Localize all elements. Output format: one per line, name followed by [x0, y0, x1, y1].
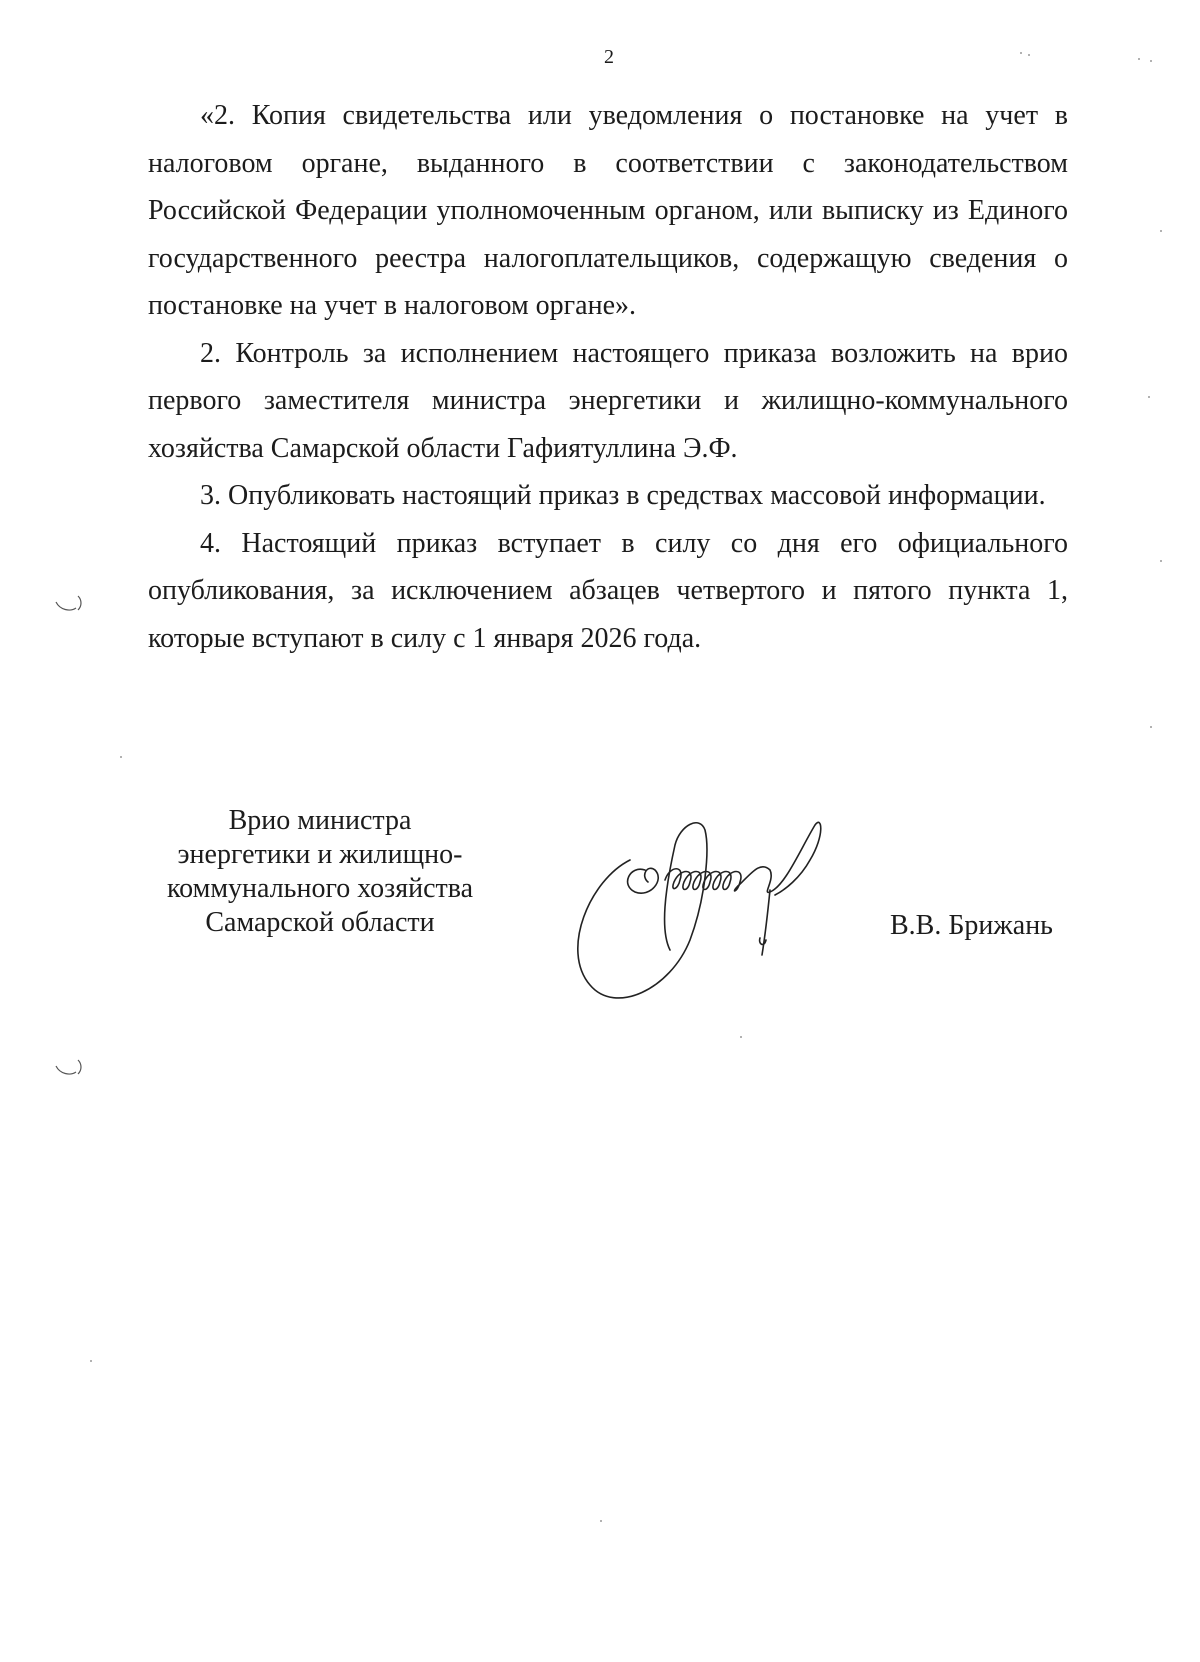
punch-hole-icon: [52, 588, 92, 618]
position-line: Самарской области: [205, 907, 435, 938]
scan-speck: [1160, 230, 1162, 232]
handwritten-signature: [570, 820, 890, 1010]
position-line: Врио министра: [228, 805, 412, 836]
scan-speck: [1148, 396, 1150, 398]
scan-speck: [1160, 560, 1162, 562]
punch-hole-icon: [52, 1052, 92, 1082]
paragraph-publication: 3. Опубликовать настоящий приказ в средствах массовой информации.: [200, 480, 1046, 511]
document-body: [148, 92, 1068, 662]
signatory-position: [150, 804, 490, 940]
scan-speck: [740, 1036, 742, 1038]
scan-speck: [1150, 60, 1152, 62]
page-number: 2: [604, 46, 614, 68]
scan-speck: [90, 1360, 92, 1362]
position-line: энергетики и жилищно-: [177, 839, 463, 870]
signer-name: В.В. Брижань: [890, 910, 1053, 941]
paragraph-control: 2. Контроль за исполнением настоящего приказа возложить на врио первого заместителя министра энергетики и жилищно-коммунального хозяйства Самарской области Гафиятуллина Э.Ф.: [148, 337, 1068, 464]
position-line: коммунального хозяйства: [166, 873, 474, 904]
scan-speck: [1138, 58, 1140, 60]
scan-speck: [1028, 54, 1030, 56]
paragraph-effective-date: 4. Настоящий приказ вступает в силу со дня его официального опубликования, за исключением абзацев четвертого и пятого пункта 1, которые вступают в силу с 1 января 2026 года.: [148, 527, 1068, 654]
scan-speck: [600, 1520, 602, 1522]
scan-speck: [1020, 52, 1022, 54]
paragraph-amendment-text: «2. Копия свидетельства или уведомления о постановке на учет в налоговом органе, выданного в соответствии с законодательством Российской Федерации уполномоченным органом, или выписку из Единого государственного реестра налогоплательщиков, содержащую сведения о постановке на учет в налоговом органе».: [148, 100, 1068, 321]
scan-speck: [1150, 726, 1152, 728]
scan-speck: [120, 756, 122, 758]
